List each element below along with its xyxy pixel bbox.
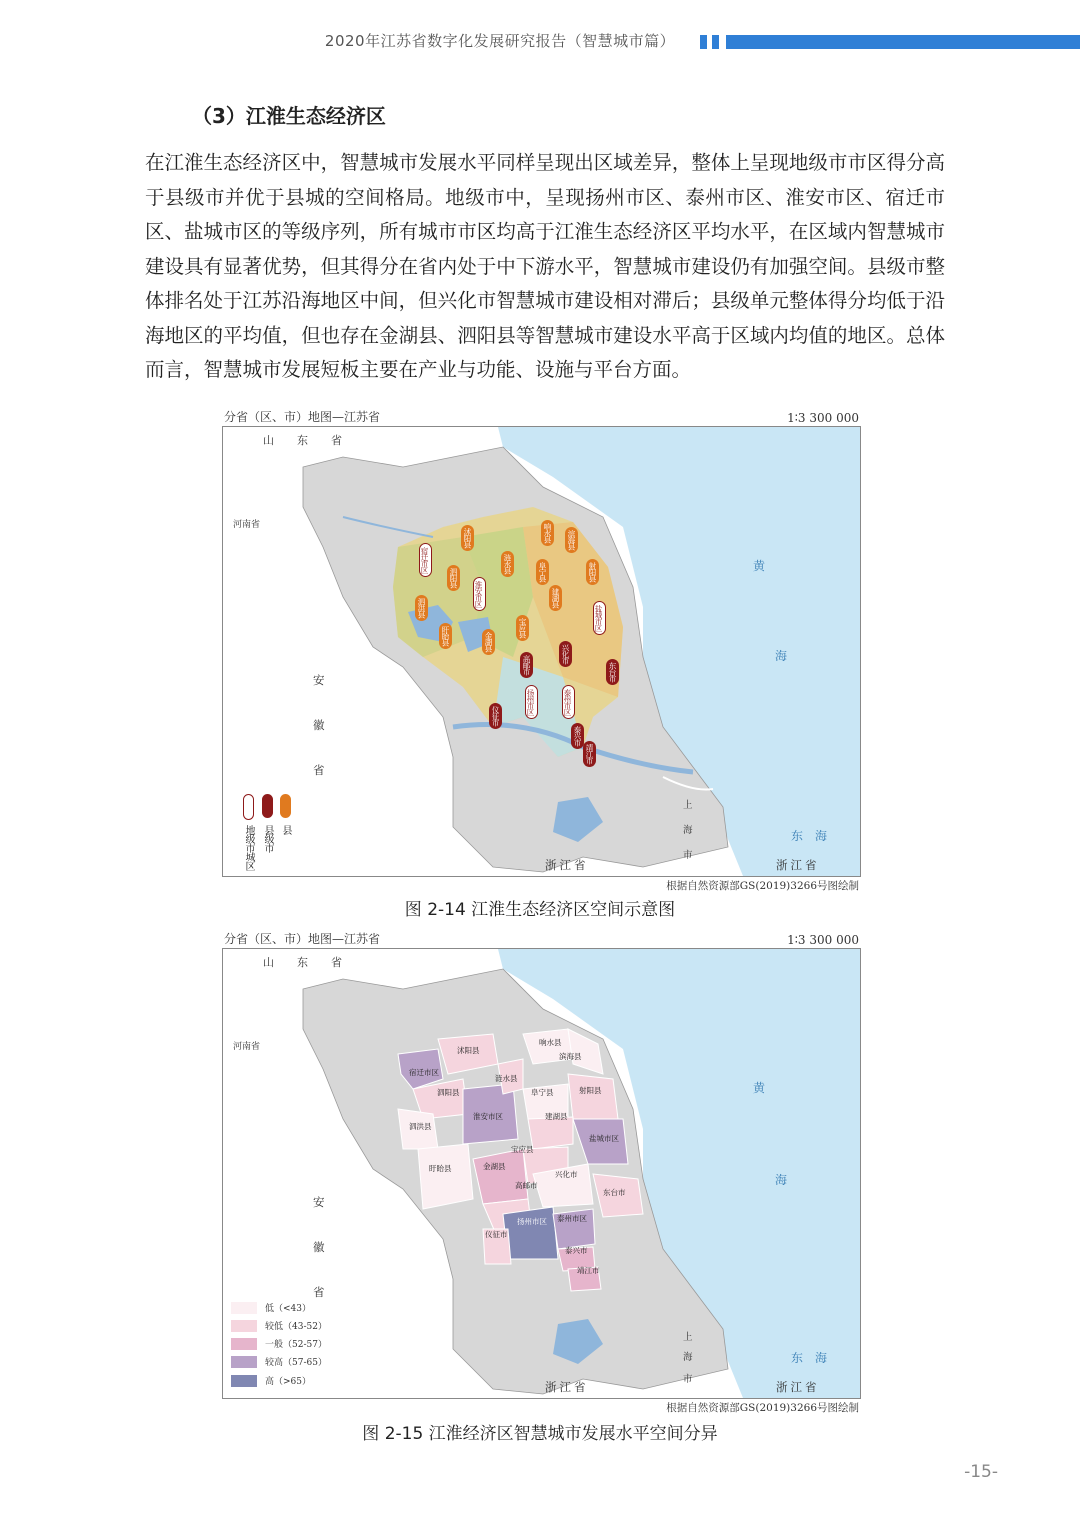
map-pill: 泰兴市 — [571, 723, 584, 749]
map-pill: 金湖县 — [482, 629, 495, 655]
map-figure-2 — [222, 931, 861, 1415]
legend-label-county-level-city: 县级市 — [262, 825, 273, 852]
legend-swatch-district — [243, 794, 254, 820]
label-zhejiang-left: 浙江省 — [545, 858, 589, 872]
region-label: 宝应县 — [511, 1145, 534, 1154]
region-label: 扬州市区 — [517, 1217, 547, 1226]
map-scale: 1∶3 300 000 — [787, 411, 859, 425]
legend-item-high — [231, 1374, 311, 1387]
legend-swatch — [231, 1320, 257, 1332]
map-pill: 高邮市 — [520, 652, 533, 678]
label-henan: 河南省 — [233, 520, 261, 530]
map-pill: 宿迁市区 — [419, 543, 432, 577]
region-label: 仪征市 — [485, 1230, 508, 1239]
region-label: 滨海县 — [559, 1052, 582, 1061]
map-pill: 宝应县 — [516, 615, 529, 641]
label-anhui-3: 省 — [313, 1285, 325, 1299]
legend-label: 较高（57-65） — [265, 1358, 327, 1368]
body-paragraph: 在江淮生态经济区中，智慧城市发展水平同样呈现出区域差异，整体上呈现地级市市区得分高于县级市并优于县城的空间格局。地级市中，呈现扬州市区、泰州市区、淮安市区、宿迁市区、盐城市区的等级序列，所有城市市区均高于江淮生态经济区平均水平，在区域内智慧城市建设具有显著优势，但其得分在省内处于中下游水平，智慧城市建设仍有加强空间。县级市整体排名处于江苏沿海地区中间，但兴化市智慧城市建设相对滞后；县级单元整体得分均低于沿海地区的平均值，但也存在金湖县、泗阳县等智慧城市建设水平高于区域内均值的地区。总体而言，智慧城市发展短板主要在产业与功能、设施与平台方面。 — [145, 151, 945, 381]
map-pill: 泗洪县 — [415, 595, 428, 621]
label-shanghai-2: 海 — [683, 825, 693, 836]
map-pill: 沭阳县 — [461, 525, 474, 551]
map-pill: 扬州市区 — [525, 685, 538, 719]
legend-label-district: 地级市城区 — [243, 825, 254, 870]
map-canvas — [222, 948, 861, 1399]
legend-label: 低（<43） — [265, 1304, 311, 1314]
map-pill: 靖江市 — [583, 741, 596, 767]
label-east-sea: 东 海 — [791, 829, 828, 843]
label-shanghai-1: 上 — [683, 1332, 693, 1343]
map-canvas — [222, 426, 861, 877]
map-figure-1 — [222, 409, 861, 893]
label-zhejiang-right: 浙江省 — [776, 1380, 820, 1394]
header-accent-mark-1 — [700, 35, 707, 49]
label-east-sea: 东 海 — [791, 1351, 828, 1365]
region-label: 东台市 — [603, 1188, 626, 1197]
label-anhui-1: 安 — [313, 673, 325, 687]
map-pill: 泗阳县 — [447, 565, 460, 591]
report-header-title: 2020年江苏省数字化发展研究报告（智慧城市篇） — [324, 32, 676, 50]
map-pill: 盐城市区 — [593, 601, 606, 635]
map-pill: 响水县 — [541, 520, 554, 546]
region-label: 泗阳县 — [437, 1088, 460, 1097]
label-henan: 河南省 — [233, 1042, 261, 1052]
map-header — [222, 931, 861, 947]
region-label: 宿迁市区 — [409, 1068, 439, 1077]
legend-swatch-county-level-city — [262, 794, 273, 818]
region-label: 涟水县 — [495, 1074, 518, 1083]
label-anhui-3: 省 — [313, 763, 325, 777]
region-label: 盐城市区 — [589, 1134, 619, 1143]
legend-swatch-county — [280, 794, 291, 818]
region-label: 泰兴市 — [565, 1246, 588, 1255]
label-anhui-1: 安 — [313, 1195, 325, 1209]
legend-swatch — [231, 1338, 257, 1350]
map-title: 分省（区、市）地图—江苏省 — [224, 410, 381, 424]
region-label: 淮安市区 — [473, 1112, 503, 1121]
map-header — [222, 409, 861, 425]
region-label: 建湖县 — [545, 1112, 568, 1121]
label-zhejiang-right: 浙江省 — [776, 858, 820, 872]
page-number: -15- — [964, 1462, 998, 1482]
region-label: 沭阳县 — [457, 1046, 480, 1055]
label-yellow-sea-1: 黄 — [753, 1081, 766, 1095]
figure-caption-2-14: 图 2-14 江淮生态经济区空间示意图 — [404, 900, 676, 920]
label-shanghai-1: 上 — [683, 800, 693, 811]
legend-label: 较低（43-52） — [265, 1322, 327, 1332]
legend-item-higher — [231, 1355, 327, 1368]
map-scale: 1∶3 300 000 — [787, 933, 859, 947]
map-pill: 涟水县 — [501, 551, 514, 577]
header-accent-bar — [726, 35, 1080, 49]
label-anhui-2: 徽 — [313, 1240, 325, 1254]
map-pill: 淮安市区 — [473, 577, 486, 611]
section-title: （3）江淮生态经济区 — [192, 104, 386, 128]
label-shandong: 山 东 省 — [263, 956, 348, 969]
map-pill: 泰州市区 — [562, 685, 575, 719]
region-label: 兴化市 — [555, 1170, 578, 1179]
map-pill: 射阳县 — [586, 559, 599, 585]
figure-caption-2-15: 图 2-15 江淮经济区智慧城市发展水平空间分异 — [362, 1424, 718, 1444]
region-label: 泰州市区 — [557, 1214, 587, 1223]
legend-item-average — [231, 1337, 327, 1350]
label-yellow-sea-2: 海 — [775, 1173, 788, 1187]
label-shanghai-3: 市 — [683, 850, 693, 861]
legend-label: 一般（52-57） — [265, 1340, 327, 1350]
label-yellow-sea-1: 黄 — [753, 559, 766, 573]
legend-item-low — [231, 1301, 311, 1314]
label-shandong: 山 东 省 — [263, 434, 348, 447]
legend-label-county: 县 — [280, 825, 291, 834]
region-label: 高邮市 — [515, 1181, 538, 1190]
map-title: 分省（区、市）地图—江苏省 — [224, 932, 381, 946]
label-shanghai-3: 市 — [683, 1374, 693, 1385]
map-pill: 兴化市 — [559, 641, 572, 667]
legend-label: 高（>65） — [265, 1377, 311, 1387]
label-yellow-sea-2: 海 — [775, 649, 788, 663]
map-pill: 仪征市 — [489, 703, 502, 729]
map-pill: 盱眙县 — [439, 623, 452, 649]
map-credit: 根据自然资源部GS(2019)3266号图绘制 — [666, 1402, 859, 1414]
legend-swatch — [231, 1356, 257, 1368]
legend-item-lower — [231, 1319, 327, 1332]
region-label: 泗洪县 — [409, 1122, 432, 1131]
region-label: 靖江市 — [577, 1266, 600, 1275]
region-label: 阜宁县 — [531, 1088, 554, 1097]
region-label: 金湖县 — [483, 1162, 506, 1171]
label-anhui-2: 徽 — [313, 718, 325, 732]
map-pill: 建湖县 — [549, 585, 562, 611]
map-pill: 东台市 — [606, 659, 619, 685]
legend-swatch — [231, 1375, 257, 1387]
map-pill: 阜宁县 — [536, 559, 549, 585]
map-base — [223, 427, 861, 876]
region-label: 盱眙县 — [429, 1164, 452, 1173]
map-pill: 滨海县 — [565, 527, 578, 553]
legend-swatch — [231, 1302, 257, 1314]
label-shanghai-2: 海 — [683, 1352, 693, 1363]
label-zhejiang-left: 浙江省 — [545, 1380, 589, 1394]
header-accent-mark-2 — [712, 35, 719, 49]
region-label: 响水县 — [539, 1038, 562, 1047]
region-label: 射阳县 — [579, 1086, 602, 1095]
map-credit: 根据自然资源部GS(2019)3266号图绘制 — [666, 880, 859, 892]
